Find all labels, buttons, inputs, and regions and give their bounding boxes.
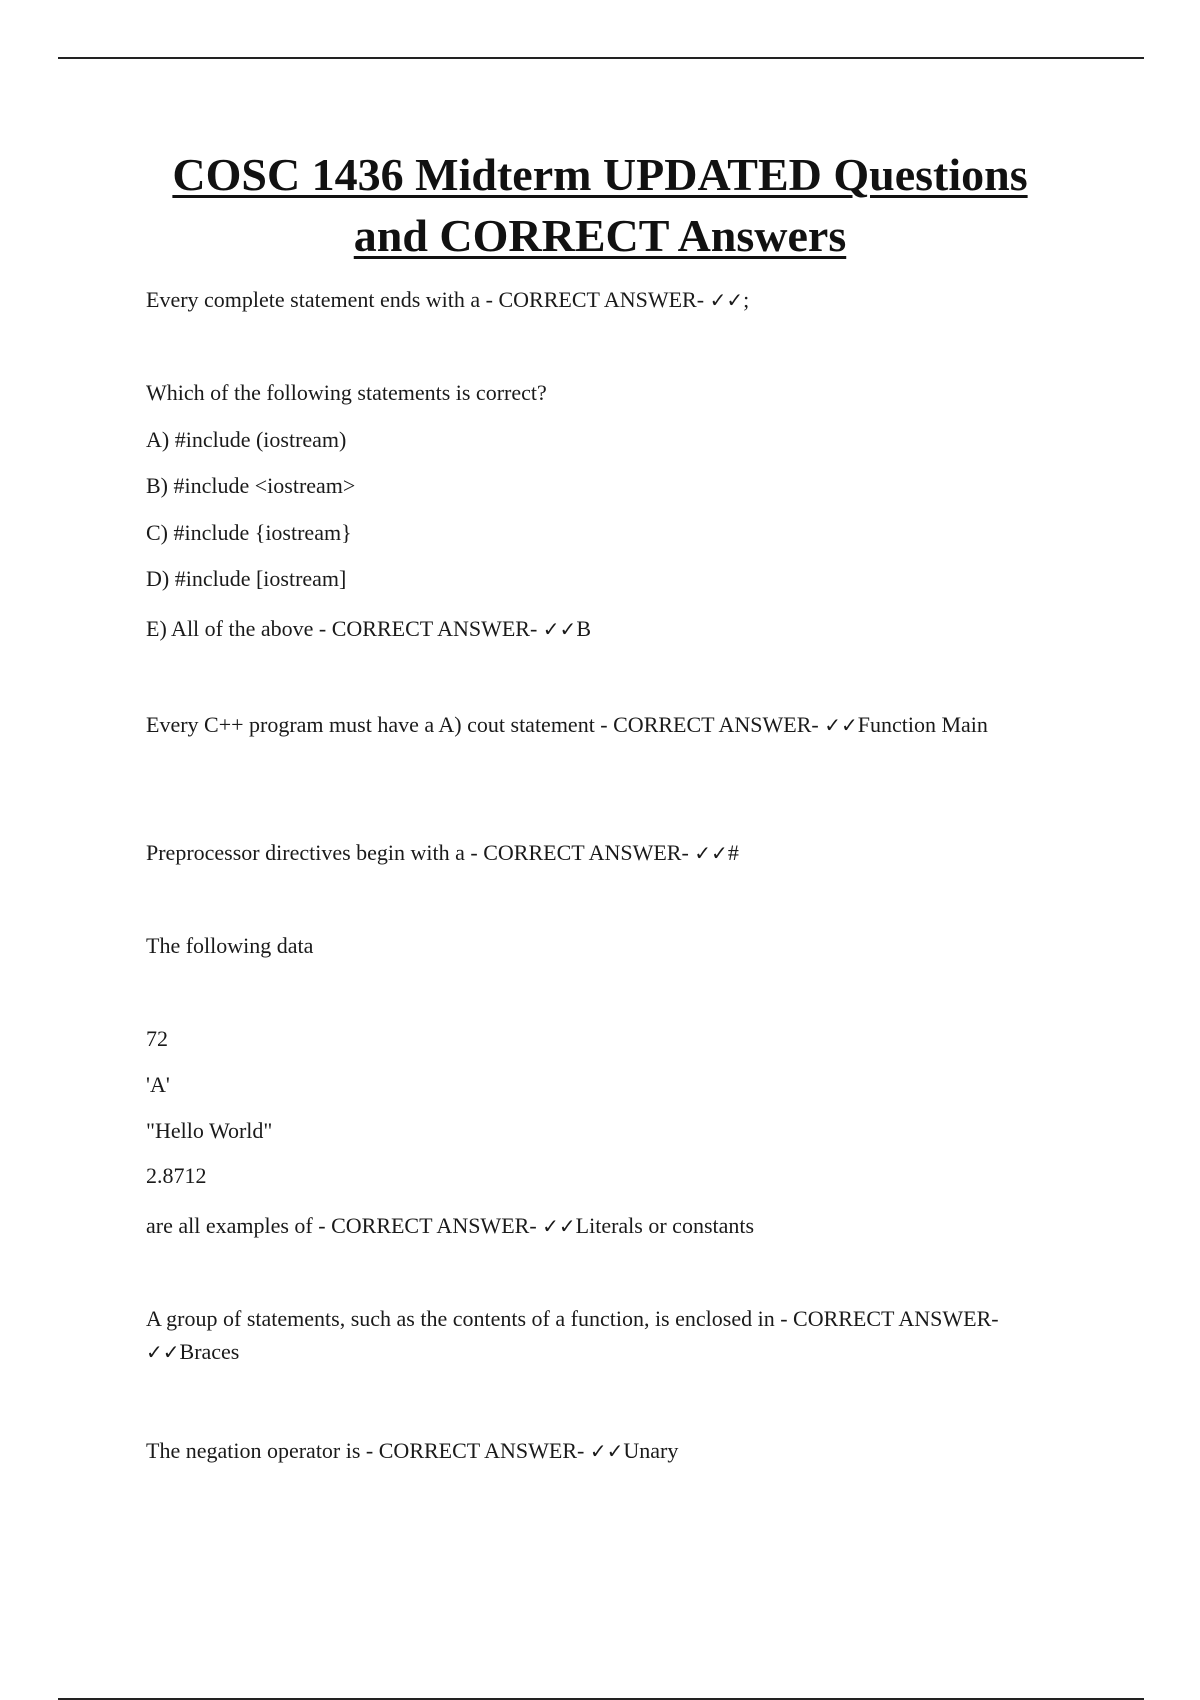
option-e	[146, 612, 591, 646]
double-check-icon: ✓✓	[824, 713, 858, 737]
data-item: 72	[146, 1026, 168, 1051]
question-6-answer: Braces	[179, 1339, 240, 1364]
double-check-icon: ✓✓	[146, 1340, 180, 1364]
question-3-answer: Function Main	[857, 712, 988, 737]
question-3	[146, 708, 1046, 742]
double-check-icon: ✓✓	[542, 617, 577, 641]
double-check-icon: ✓✓	[709, 288, 744, 312]
title-line-1: COSC 1436 Midterm UPDATED Questions	[172, 149, 1028, 200]
option-b: B) #include <iostream>	[146, 473, 356, 498]
data-item: "Hello World"	[146, 1118, 273, 1143]
question-1	[146, 283, 749, 317]
option-d: D) #include [iostream]	[146, 566, 347, 591]
question-7-answer: Unary	[623, 1438, 679, 1463]
page-title	[100, 144, 1100, 266]
question-4	[146, 836, 739, 870]
question-7	[146, 1434, 678, 1468]
question-1-answer: ;	[743, 287, 750, 312]
option-a: A) #include (iostream)	[146, 427, 347, 452]
question-4-prompt: Preprocessor directives begin with a - CORRECT ANSWER-	[146, 840, 695, 865]
question-6-prompt: A group of statements, such as the contents of a function, is enclosed in - CORRECT ANSWER-	[146, 1306, 999, 1331]
question-2-prompt: Which of the following statements is correct?	[146, 380, 547, 405]
question-6	[146, 1302, 1046, 1369]
question-5-closing	[146, 1209, 754, 1243]
question-1-prompt: Every complete statement ends with a - CORRECT ANSWER-	[146, 287, 710, 312]
top-rule	[58, 57, 1144, 59]
question-7-prompt: The negation operator is - CORRECT ANSWER-	[146, 1438, 590, 1463]
option-e-text: E) All of the above - CORRECT ANSWER-	[146, 616, 543, 641]
double-check-icon: ✓✓	[694, 841, 728, 865]
data-item: 'A'	[146, 1072, 170, 1097]
double-check-icon: ✓✓	[542, 1214, 576, 1238]
question-5-prompt: The following data	[146, 933, 314, 958]
question-3-prompt: Every C++ program must have a A) cout statement - CORRECT ANSWER-	[146, 712, 825, 737]
question-5-answer: Literals or constants	[575, 1213, 755, 1238]
question-5-closing-text: are all examples of - CORRECT ANSWER-	[146, 1213, 543, 1238]
double-check-icon: ✓✓	[589, 1439, 624, 1463]
question-4-answer: #	[727, 840, 739, 865]
option-c: C) #include {iostream}	[146, 520, 352, 545]
data-item: 2.8712	[146, 1163, 207, 1188]
question-2-answer: B	[576, 616, 591, 641]
title-line-2: and CORRECT Answers	[353, 210, 847, 261]
